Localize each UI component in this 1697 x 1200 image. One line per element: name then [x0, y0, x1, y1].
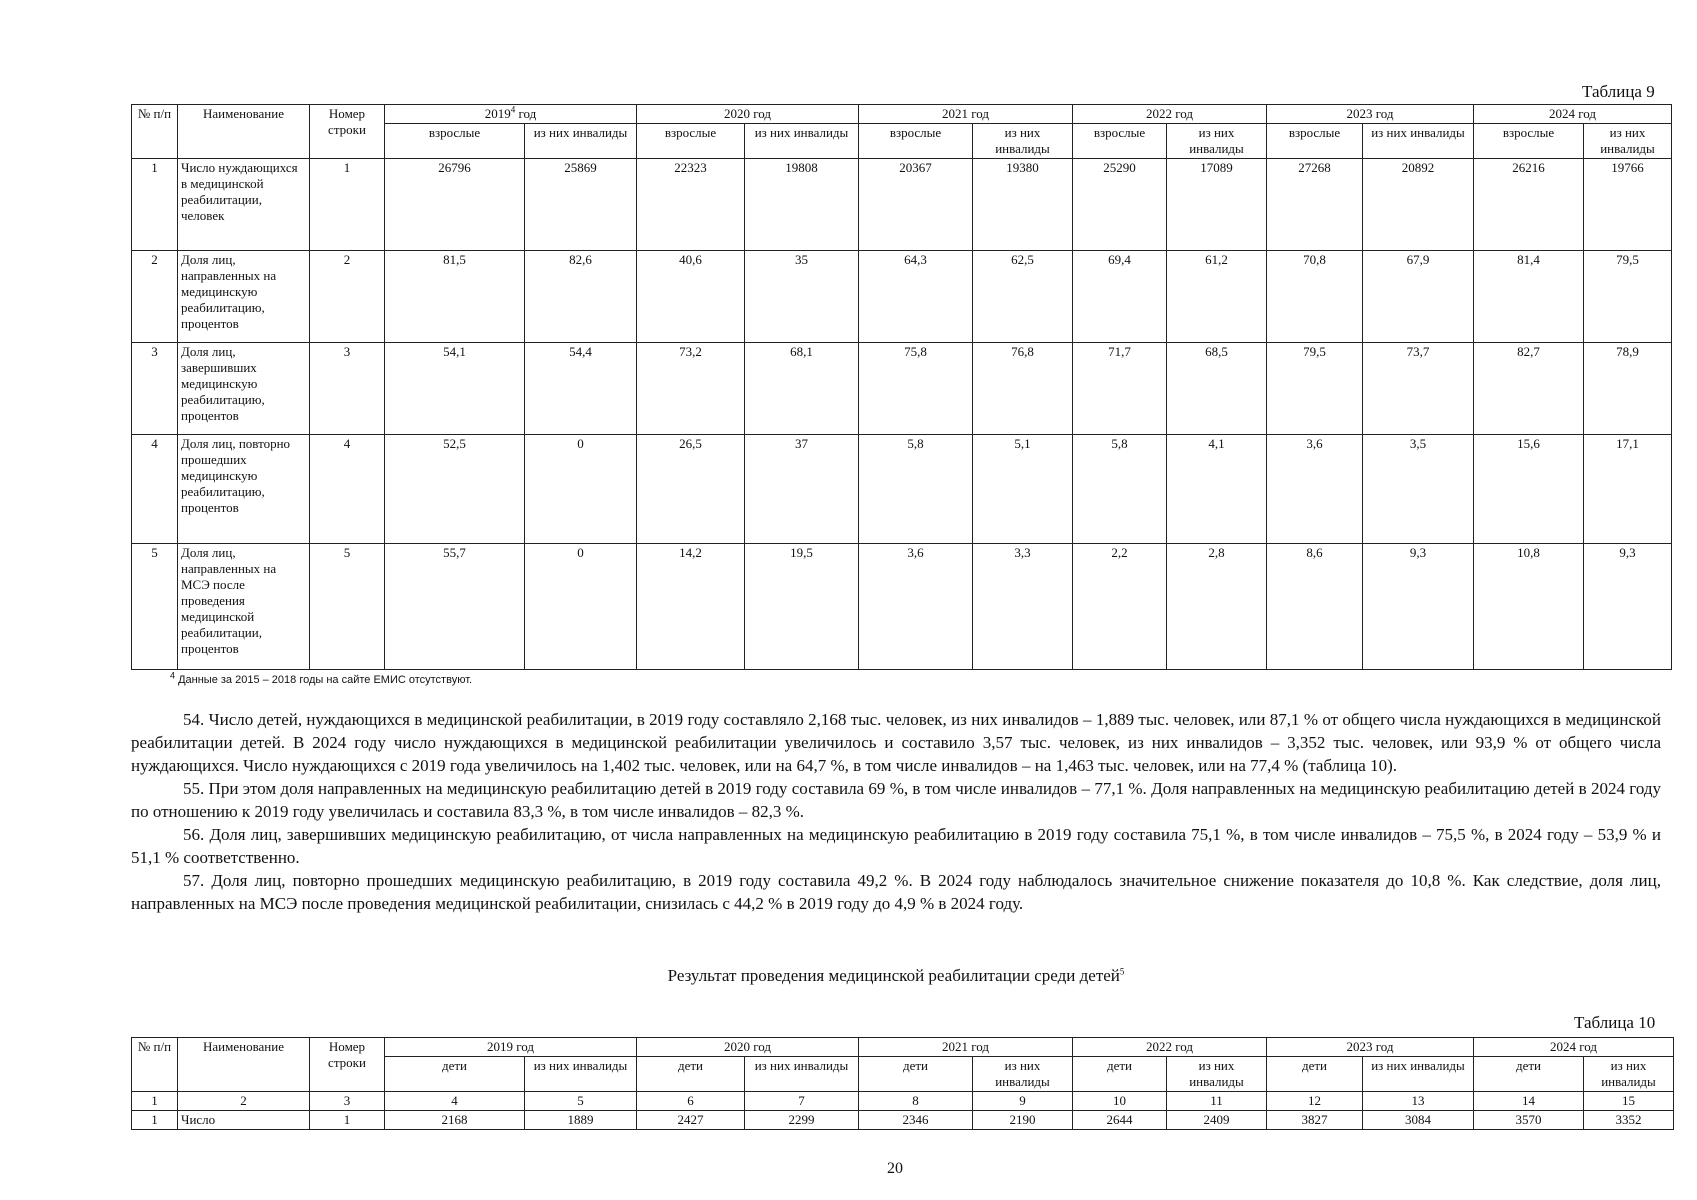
- table-row: [132, 343, 1672, 435]
- subheader-children: дети: [1267, 1057, 1363, 1092]
- subheader-children: дети: [859, 1057, 973, 1092]
- paragraph: 54. Число детей, нуждающихся в медицинской реабилитации, в 2019 году составляло 2,168 тыс. человек, из них инвалидов – 1,889 тыс. человек, или 87,1 % от общего числа нуждающихся в медицинской реабилитации детей. В 2024 году число нуждающихся в медицинской реабилитации увеличилось и составило 3,57 тыс. человек, из них инвалидов – 3,352 тыс. человек, или 93,9 % от общего числа нуждающихся. Число нуждающихся с 2019 года увеличилось на 1,402 тыс. человек, или на 64,7 %, в том числе инвалидов – на 1,463 тыс. человек, или на 77,4 % (таблица 10).: [131, 710, 1661, 775]
- subheader-children: дети: [637, 1057, 745, 1092]
- value-cell: 71,7: [1073, 343, 1167, 435]
- table-10: [131, 1037, 1674, 1130]
- value-cell: 2190: [973, 1111, 1073, 1130]
- row-num-cell: 2: [132, 251, 178, 343]
- paragraph: 55. При этом доля направленных на медицинскую реабилитацию детей в 2019 году составила 69 %, в том числе инвалидов – 77,1 %. Доля направленных на медицинскую реабилитацию детей в 2024 году по отношению к 2019 году увеличилась и составила 83,3 %, в том числе инвалидов – 82,3 %.: [131, 779, 1661, 821]
- value-cell: 64,3: [859, 251, 973, 343]
- column-numbers-row: [132, 1092, 1674, 1111]
- row-number-cell: 4: [310, 435, 385, 544]
- value-cell: 20892: [1363, 159, 1474, 251]
- row-num-cell: 5: [132, 544, 178, 670]
- value-cell: 17,1: [1584, 435, 1672, 544]
- value-cell: 8,6: [1267, 544, 1363, 670]
- value-cell: 5,8: [1073, 435, 1167, 544]
- column-number-cell: 6: [637, 1092, 745, 1111]
- value-cell: 73,2: [637, 343, 745, 435]
- value-cell: 76,8: [973, 343, 1073, 435]
- paragraph: 57. Доля лиц, повторно прошедших медицинскую реабилитацию, в 2019 году составила 49,2 %. В 2024 году наблюдалось значительное снижение показателя до 10,8 %. Как следствие, доля лиц, направленных на МСЭ после проведения медицинской реабилитации, снизилась с 44,2 % в 2019 году до 4,9 % в 2024 году.: [131, 871, 1661, 913]
- header-year: 2022 год: [1073, 105, 1267, 124]
- subheader-children: дети: [1073, 1057, 1167, 1092]
- value-cell: 79,5: [1584, 251, 1672, 343]
- value-cell: 26796: [385, 159, 525, 251]
- value-cell: 2346: [859, 1111, 973, 1130]
- subheader-disabled: из них инвалиды: [973, 124, 1073, 159]
- subheader-disabled: из них инвалиды: [525, 1057, 637, 1092]
- value-cell: 14,2: [637, 544, 745, 670]
- value-cell: 3827: [1267, 1111, 1363, 1130]
- value-cell: 3570: [1474, 1111, 1584, 1130]
- column-number-cell: 2: [178, 1092, 310, 1111]
- row-num-cell: 3: [132, 343, 178, 435]
- table-row: [132, 251, 1672, 343]
- page-number: 20: [887, 1160, 903, 1177]
- table-row: [132, 544, 1672, 670]
- value-cell: 19,5: [745, 544, 859, 670]
- row-number-cell: 3: [310, 343, 385, 435]
- value-cell: 78,9: [1584, 343, 1672, 435]
- value-cell: 19380: [973, 159, 1073, 251]
- column-number-cell: 8: [859, 1092, 973, 1111]
- header-name: Наименование: [178, 105, 310, 159]
- table-9: [131, 104, 1672, 670]
- section-heading: Результат проведения медицинской реабилитации среди детей$^5$: [667, 966, 1125, 985]
- column-number-cell: 10: [1073, 1092, 1167, 1111]
- subheader-disabled: из них инвалиды: [1167, 124, 1267, 159]
- header-row-number: Номер строки: [310, 1038, 385, 1092]
- value-cell: 82,7: [1474, 343, 1584, 435]
- subheader-disabled: из них инвалиды: [1167, 1057, 1267, 1092]
- value-cell: 5,1: [973, 435, 1073, 544]
- subheader-disabled: из них инвалиды: [1584, 1057, 1674, 1092]
- value-cell: 9,3: [1584, 544, 1672, 670]
- column-number-cell: 13: [1363, 1092, 1474, 1111]
- value-cell: 26216: [1474, 159, 1584, 251]
- value-cell: 54,1: [385, 343, 525, 435]
- footnote: $^4$ Данные за 2015 – 2018 годы на сайте ЕМИС отсутствуют.: [170, 670, 473, 686]
- value-cell: 79,5: [1267, 343, 1363, 435]
- value-cell: 69,4: [1073, 251, 1167, 343]
- body-text: [131, 708, 1661, 915]
- value-cell: 25869: [525, 159, 637, 251]
- value-cell: 55,7: [385, 544, 525, 670]
- subheader-adults: взрослые: [1267, 124, 1363, 159]
- row-name-cell: Доля лиц, направленных на МСЭ после проведения медицинской реабилитации, процентов: [178, 544, 310, 670]
- row-number-cell: 2: [310, 251, 385, 343]
- value-cell: 9,3: [1363, 544, 1474, 670]
- column-number-cell: 3: [310, 1092, 385, 1111]
- value-cell: 2427: [637, 1111, 745, 1130]
- subheader-disabled: из них инвалиды: [745, 1057, 859, 1092]
- header-year: 2020 год: [637, 1038, 859, 1057]
- row-number-cell: 1: [310, 159, 385, 251]
- header-year: 2019 год: [385, 1038, 637, 1057]
- value-cell: 3,6: [859, 544, 973, 670]
- subheader-adults: взрослые: [1073, 124, 1167, 159]
- subheader-disabled: из них инвалиды: [1363, 1057, 1474, 1092]
- value-cell: 67,9: [1363, 251, 1474, 343]
- paragraph: 56. Доля лиц, завершивших медицинскую реабилитацию, от числа направленных на медицинскую реабилитацию в 2019 году составила 75,1 %, в том числе инвалидов – 75,5 %, в 2024 году – 53,9 % и 51,1 % соответственно.: [131, 825, 1661, 867]
- value-cell: 19808: [745, 159, 859, 251]
- column-number-cell: 14: [1474, 1092, 1584, 1111]
- value-cell: 81,5: [385, 251, 525, 343]
- value-cell: 3,6: [1267, 435, 1363, 544]
- value-cell: 0: [525, 544, 637, 670]
- subheader-disabled: из них инвалиды: [745, 124, 859, 159]
- subheader-adults: взрослые: [1474, 124, 1584, 159]
- header-num: № п/п: [132, 105, 178, 159]
- value-cell: 0: [525, 435, 637, 544]
- column-number-cell: 12: [1267, 1092, 1363, 1111]
- column-number-cell: 7: [745, 1092, 859, 1111]
- value-cell: 61,2: [1167, 251, 1267, 343]
- value-cell: 2,2: [1073, 544, 1167, 670]
- subheader-disabled: из них инвалиды: [1363, 124, 1474, 159]
- subheader-disabled: из них инвалиды: [525, 124, 637, 159]
- subheader-disabled: из них инвалиды: [1584, 124, 1672, 159]
- value-cell: 25290: [1073, 159, 1167, 251]
- table-row: [132, 435, 1672, 544]
- value-cell: 2644: [1073, 1111, 1167, 1130]
- column-number-cell: 1: [132, 1092, 178, 1111]
- subheader-adults: взрослые: [637, 124, 745, 159]
- value-cell: 15,6: [1474, 435, 1584, 544]
- row-name-cell: Число нуждающихся в медицинской реабилитации, человек: [178, 159, 310, 251]
- header-year: 2022 год: [1073, 1038, 1267, 1057]
- row-name-cell: Доля лиц, направленных на медицинскую реабилитацию, процентов: [178, 251, 310, 343]
- value-cell: 70,8: [1267, 251, 1363, 343]
- table9-caption: Таблица 9: [1582, 82, 1655, 101]
- header-year: 2024 год: [1474, 1038, 1674, 1057]
- header-year: 2020 год: [637, 105, 859, 124]
- subheader-disabled: из них инвалиды: [973, 1057, 1073, 1092]
- header-year: 2023 год: [1267, 1038, 1474, 1057]
- value-cell: 10,8: [1474, 544, 1584, 670]
- value-cell: 3084: [1363, 1111, 1474, 1130]
- table10-caption: Таблица 10: [1574, 1013, 1656, 1032]
- value-cell: 37: [745, 435, 859, 544]
- header-year: 2021 год: [859, 1038, 1073, 1057]
- row-name-cell: Доля лиц, повторно прошедших медицинскую реабилитацию, процентов: [178, 435, 310, 544]
- value-cell: 73,7: [1363, 343, 1474, 435]
- header-year: 2024 год: [1474, 105, 1672, 124]
- value-cell: 68,1: [745, 343, 859, 435]
- column-number-cell: 9: [973, 1092, 1073, 1111]
- value-cell: 19766: [1584, 159, 1672, 251]
- value-cell: 2409: [1167, 1111, 1267, 1130]
- table-row: [132, 1111, 1674, 1130]
- row-name-cell: Доля лиц, завершивших медицинскую реабилитацию, процентов: [178, 343, 310, 435]
- value-cell: 40,6: [637, 251, 745, 343]
- value-cell: 22323: [637, 159, 745, 251]
- value-cell: 75,8: [859, 343, 973, 435]
- subheader-adults: взрослые: [859, 124, 973, 159]
- header-year: 2019$^4$ год: [385, 105, 637, 124]
- value-cell: 27268: [1267, 159, 1363, 251]
- value-cell: 82,6: [525, 251, 637, 343]
- value-cell: 17089: [1167, 159, 1267, 251]
- value-cell: 68,5: [1167, 343, 1267, 435]
- value-cell: 3,5: [1363, 435, 1474, 544]
- value-cell: 3,3: [973, 544, 1073, 670]
- value-cell: 2168: [385, 1111, 525, 1130]
- column-number-cell: 15: [1584, 1092, 1674, 1111]
- value-cell: 26,5: [637, 435, 745, 544]
- subheader-children: дети: [1474, 1057, 1584, 1092]
- value-cell: 54,4: [525, 343, 637, 435]
- value-cell: 20367: [859, 159, 973, 251]
- subheader-children: дети: [385, 1057, 525, 1092]
- column-number-cell: 4: [385, 1092, 525, 1111]
- value-cell: 2,8: [1167, 544, 1267, 670]
- header-year: 2021 год: [859, 105, 1073, 124]
- value-cell: 5,8: [859, 435, 973, 544]
- value-cell: 4,1: [1167, 435, 1267, 544]
- row-num-cell: 4: [132, 435, 178, 544]
- column-number-cell: 11: [1167, 1092, 1267, 1111]
- table-row: [132, 159, 1672, 251]
- row-num-cell: 1: [132, 159, 178, 251]
- value-cell: 35: [745, 251, 859, 343]
- row-number-cell: 1: [310, 1111, 385, 1130]
- header-year: 2023 год: [1267, 105, 1474, 124]
- value-cell: 81,4: [1474, 251, 1584, 343]
- header-row-number: Номер строки: [310, 105, 385, 159]
- value-cell: 1889: [525, 1111, 637, 1130]
- value-cell: 52,5: [385, 435, 525, 544]
- value-cell: 62,5: [973, 251, 1073, 343]
- header-name: Наименование: [178, 1038, 310, 1092]
- subheader-adults: взрослые: [385, 124, 525, 159]
- header-num: № п/п: [132, 1038, 178, 1092]
- value-cell: 3352: [1584, 1111, 1674, 1130]
- row-name-cell: Число: [178, 1111, 310, 1130]
- row-number-cell: 5: [310, 544, 385, 670]
- row-num-cell: 1: [132, 1111, 178, 1130]
- column-number-cell: 5: [525, 1092, 637, 1111]
- value-cell: 2299: [745, 1111, 859, 1130]
